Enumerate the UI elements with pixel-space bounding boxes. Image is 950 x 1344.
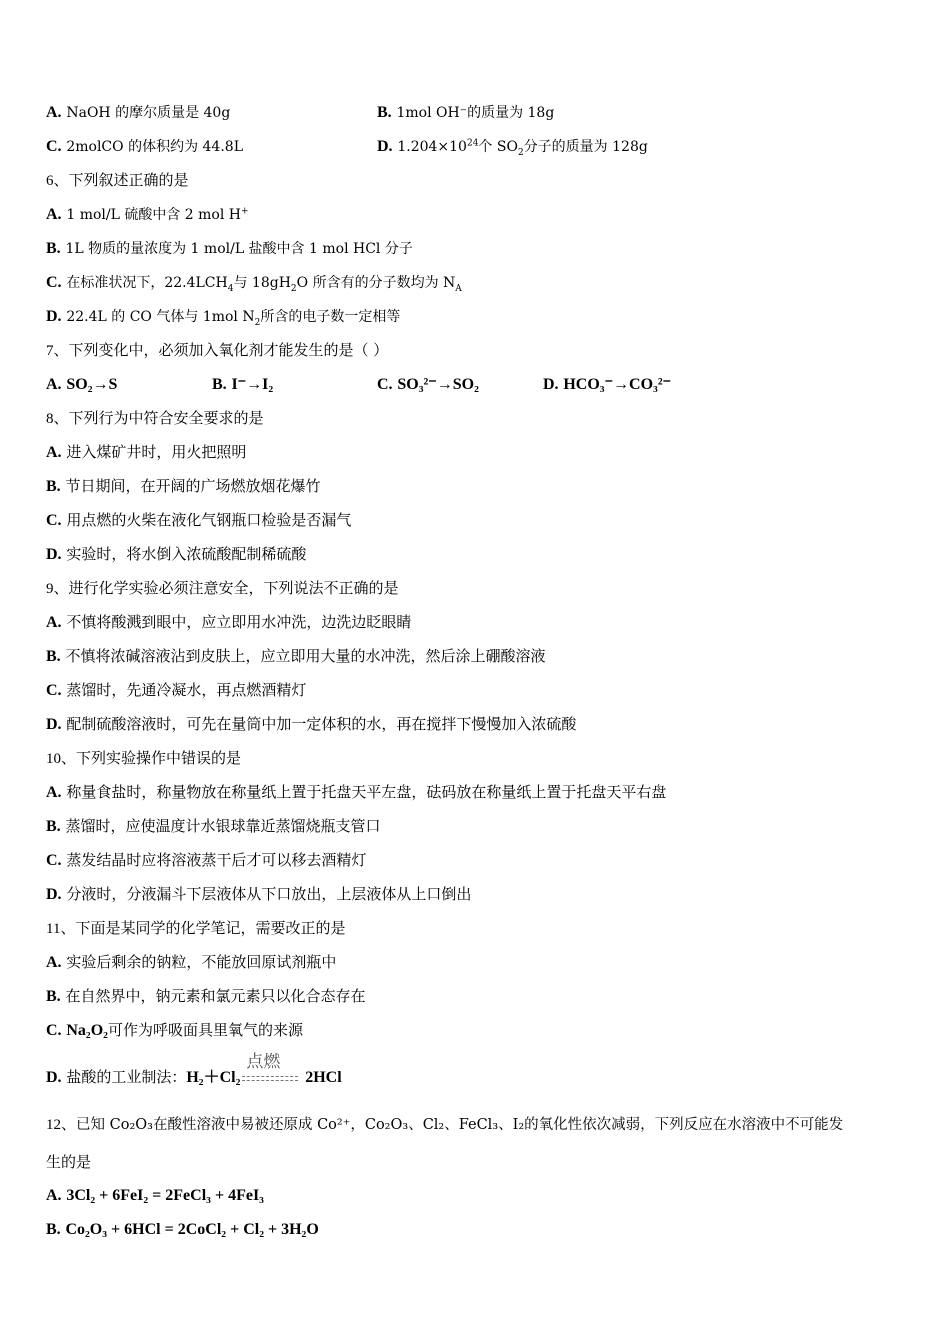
option-text: 蒸馏时，应使温度计水银球靠近蒸馏烧瓶支管口 <box>65 817 381 835</box>
option-text: 不慎将浓碱溶液沾到皮肤上，应立即用大量的水冲洗，然后涂上硼酸溶液 <box>65 647 546 665</box>
question-6-stem <box>46 170 189 190</box>
option-text: 实验后剩余的钠粒，不能放回原试剂瓶中 <box>66 953 337 971</box>
q6-option-d <box>46 306 400 326</box>
option-text: 实验时，将水倒入浓硫酸配制稀硫酸 <box>66 545 307 563</box>
question-text: 下列实验操作中错误的是 <box>76 749 242 767</box>
q11-option-b: B. 在自然界中，钠元素和氯元素只以化合态存在 <box>46 987 366 1005</box>
reaction-condition: 点燃 <box>246 1052 281 1072</box>
q12-option-a: A. 3Cl₂ + 6FeI₂ = 2FeCl₃ + 4FeI₃ <box>46 1187 264 1204</box>
q12-option-b: B. Co₂O₃ + 6HCl = 2CoCl₂ + Cl₂ + 3H₂O <box>46 1221 319 1238</box>
option-letter: C. <box>46 138 62 155</box>
option-text: 配制硫酸溶液时，可先在量筒中加一定体积的水，再在搅拌下慢慢加入浓硫酸 <box>66 715 577 733</box>
q7-option-b: B. I⁻→I₂ <box>212 376 274 393</box>
option-text: 2molCO 的体积约为 44.8L <box>66 139 243 155</box>
option-text: $1.204\times 10^{24}$个 $SO_2$分子的质量为 128g <box>397 138 648 158</box>
q7-option-c: C. SO₃²⁻→SO₂ <box>377 376 479 393</box>
option-text: 进入煤矿井时，用火把照明 <box>66 443 247 461</box>
q5-option-b <box>377 102 554 122</box>
option-text: 1mol OH⁻的质量为 18g <box>396 105 555 121</box>
option-text: 在自然界中，钠元素和氯元素只以化合态存在 <box>65 987 366 1005</box>
question-8-stem <box>46 408 264 428</box>
question-number: 11、 <box>46 921 76 937</box>
question-number: 7、 <box>46 343 69 359</box>
q11-option-c: C. Na₂O₂可作为呼吸面具里氧气的来源 <box>46 1021 303 1039</box>
question-text: 下列叙述正确的是 <box>68 171 189 189</box>
option-letter: A. <box>46 206 62 223</box>
option-text: 不慎将酸溅到眼中，应立即用水冲洗，边洗边眨眼睛 <box>66 613 412 631</box>
question-11-stem <box>46 918 345 938</box>
q9-option-c: C. 蒸馏时，先通冷凝水，再点燃酒精灯 <box>46 681 307 699</box>
option-text: 盐酸的工业制法： <box>66 1068 187 1086</box>
q10-option-b: B. 蒸馏时，应使温度计水银球靠近蒸馏烧瓶支管口 <box>46 817 381 835</box>
q5-option-d <box>377 136 648 156</box>
q10-option-a: A. 称量食盐时，称量物放在称量纸上置于托盘天平左盘，砝码放在称量纸上置于托盘天平右盘 <box>46 783 667 801</box>
equation: Co₂O₃ + 6HCl = 2CoCl₂ + Cl₂ + 3H₂O <box>65 1221 319 1238</box>
question-9-stem <box>46 578 399 598</box>
option-letter: C. <box>46 274 62 291</box>
q11-option-a: A. 实验后剩余的钠粒，不能放回原试剂瓶中 <box>46 953 337 971</box>
reaction-rhs: 2HCl <box>305 1069 342 1086</box>
option-letter: D. <box>377 138 393 155</box>
question-text: 下列变化中，必须加入氧化剂才能发生的是（ ） <box>68 341 389 359</box>
question-text: 下面是某同学的化学笔记，需要改正的是 <box>75 919 346 937</box>
q6-option-b <box>46 238 413 258</box>
option-letter: A. <box>46 104 62 121</box>
option-text: 称量食盐时，称量物放在称量纸上置于托盘天平左盘，砝码放在称量纸上置于托盘天平右盘 <box>66 783 667 801</box>
option-text: 在标准状况下，$22.4LCH_4$与 $18gH_2O$ 所含有的分子数均为 $N_A$ <box>66 275 462 294</box>
question-10-stem <box>46 748 241 768</box>
q8-option-c: C. 用点燃的火柴在液化气钢瓶口检验是否漏气 <box>46 511 352 529</box>
q8-option-b: B. 节日期间，在开阔的广场燃放烟花爆竹 <box>46 477 321 495</box>
question-number: 8、 <box>46 411 69 427</box>
question-text: 进行化学实验必须注意安全，下列说法不正确的是 <box>68 579 399 597</box>
option-text: NaOH 的摩尔质量是 40g <box>66 105 231 121</box>
q9-option-a: A. 不慎将酸溅到眼中，应立即用水冲洗，边洗边眨眼睛 <box>46 613 412 631</box>
question-12-stem <box>46 1114 843 1134</box>
option-text: 蒸馏时，先通冷凝水，再点燃酒精灯 <box>66 681 307 699</box>
q5-option-c <box>46 136 243 156</box>
q9-option-d: D. 配制硫酸溶液时，可先在量筒中加一定体积的水，再在搅拌下慢慢加入浓硫酸 <box>46 715 577 733</box>
q8-option-d: D. 实验时，将水倒入浓硫酸配制稀硫酸 <box>46 545 307 563</box>
option-text: 用点燃的火柴在液化气钢瓶口检验是否漏气 <box>66 511 352 529</box>
equation: 3Cl₂ + 6FeI₂ = 2FeCl₃ + 4FeI₃ <box>66 1187 264 1204</box>
q6-option-c <box>46 272 462 292</box>
question-12-stem-cont <box>46 1152 91 1172</box>
formula: Na₂O₂ <box>66 1022 108 1039</box>
option-letter: B. <box>46 240 61 257</box>
question-number: 12、 <box>46 1117 77 1133</box>
q6-option-a <box>46 204 249 224</box>
q9-option-b: B. 不慎将浓碱溶液沾到皮肤上，应立即用大量的水冲洗，然后涂上硼酸溶液 <box>46 647 546 665</box>
question-7-stem <box>46 340 388 360</box>
reaction-lhs: H₂＋Cl₂ <box>186 1069 241 1086</box>
option-text: 节日期间，在开阔的广场燃放烟花爆竹 <box>65 477 321 495</box>
q11-option-d: D. 盐酸的工业制法：H₂＋Cl₂ 点燃 2HCl <box>46 1052 342 1086</box>
question-number: 6、 <box>46 173 69 189</box>
option-letter: B. <box>377 104 392 121</box>
q10-option-d: D. 分液时，分液漏斗下层液体从下口放出，上层液体从上口倒出 <box>46 885 472 903</box>
option-text: 分液时，分液漏斗下层液体从下口放出，上层液体从上口倒出 <box>66 885 472 903</box>
option-text: 蒸发结晶时应将溶液蒸干后才可以移去酒精灯 <box>66 851 367 869</box>
question-text: 已知 Co₂O₃在酸性溶液中易被还原成 Co²⁺，Co₂O₃、Cl₂、FeCl₃、I₂的氧化性依次减弱，下列反应在水溶液中不可能发 <box>76 1117 844 1133</box>
q10-option-c: C. 蒸发结晶时应将溶液蒸干后才可以移去酒精灯 <box>46 851 367 869</box>
question-number: 10、 <box>46 751 77 767</box>
option-text: 1L 物质的量浓度为 1 mol/L 盐酸中含 1 mol HCl 分子 <box>65 241 413 257</box>
reaction-condition-arrow <box>242 1052 298 1088</box>
q5-option-a <box>46 102 230 122</box>
q7-option-a: A. SO₂→S <box>46 376 118 393</box>
q8-option-a: A. 进入煤矿井时，用火把照明 <box>46 443 247 461</box>
option-text: 22.4L 的 CO 气体与 1mol $N_2$所含的电子数一定相等 <box>66 309 401 328</box>
question-text: 下列行为中符合安全要求的是 <box>68 409 264 427</box>
q7-option-d: D. HCO₃⁻→CO₃²⁻ <box>543 376 672 393</box>
question-number: 9、 <box>46 581 69 597</box>
option-text: 1 mol/L 硫酸中含 2 mol H+ <box>66 206 249 223</box>
option-letter: D. <box>46 308 62 325</box>
question-text: 生的是 <box>46 1153 92 1171</box>
option-text: 可作为呼吸面具里氧气的来源 <box>107 1021 303 1039</box>
q7-options-row <box>46 374 906 394</box>
